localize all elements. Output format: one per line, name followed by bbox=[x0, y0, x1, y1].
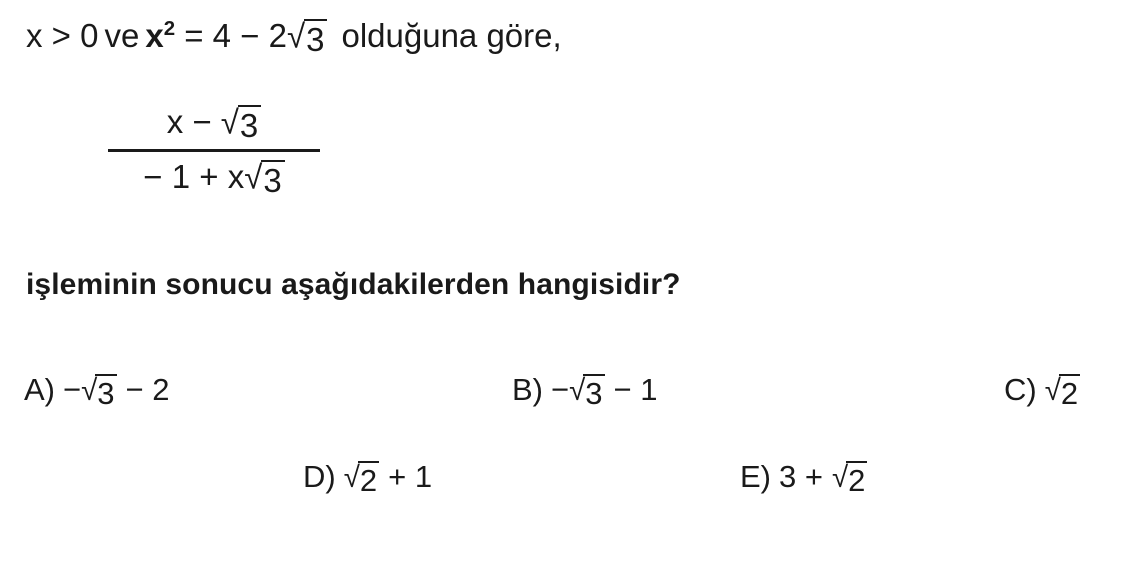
numerator-radical bbox=[221, 105, 261, 145]
numerator-left: x − bbox=[166, 103, 212, 140]
denominator-radicand: 3 bbox=[261, 160, 284, 200]
question-prompt: işleminin sonucu aşağıdakilerden hangisidir? bbox=[26, 268, 681, 301]
stem-equation bbox=[145, 18, 327, 59]
radical-sign-icon: √ bbox=[244, 158, 263, 196]
option-c-label: C) bbox=[1004, 372, 1037, 407]
option-a-suffix: − 2 bbox=[125, 372, 170, 407]
denominator-left: − 1 + x bbox=[143, 157, 245, 195]
denominator-radical bbox=[244, 160, 284, 200]
option-a-label: A) bbox=[24, 372, 55, 407]
option-d-suffix: + 1 bbox=[388, 459, 433, 494]
radical-sign-icon: √ bbox=[831, 461, 849, 494]
fraction bbox=[108, 103, 320, 200]
radical-sign-icon: √ bbox=[220, 103, 239, 141]
expression-block bbox=[108, 103, 320, 200]
option-e-radicand: 2 bbox=[848, 463, 866, 498]
option-b[interactable] bbox=[512, 372, 657, 412]
option-a-prefix: − bbox=[63, 372, 82, 407]
option-e-radical bbox=[832, 461, 867, 499]
fraction-denominator bbox=[108, 152, 320, 200]
radical-sign-icon: √ bbox=[343, 461, 360, 494]
option-b-prefix: − bbox=[551, 372, 570, 407]
option-d[interactable] bbox=[303, 459, 432, 499]
question-stem bbox=[26, 18, 568, 59]
option-b-radicand: 3 bbox=[585, 376, 603, 411]
option-b-label: B) bbox=[512, 372, 543, 407]
option-c[interactable] bbox=[1004, 372, 1080, 412]
stem-exponent: 2 bbox=[163, 17, 176, 40]
option-e-prefix: 3 + bbox=[779, 459, 823, 494]
option-c-radicand: 2 bbox=[1060, 376, 1079, 411]
stem-conjunction: ve bbox=[104, 17, 140, 54]
option-b-radical bbox=[569, 374, 604, 412]
radical-sign-icon: √ bbox=[81, 374, 98, 407]
stem-inequality: x > 0 bbox=[26, 17, 99, 54]
option-e[interactable] bbox=[740, 459, 867, 499]
stem-equals: = 4 bbox=[184, 17, 232, 54]
option-d-radical bbox=[344, 461, 379, 499]
option-d-label: D) bbox=[303, 459, 336, 494]
stem-radicand: 3 bbox=[304, 19, 327, 59]
radical-sign-icon: √ bbox=[1044, 374, 1061, 407]
stem-minus-term: − 2 bbox=[240, 17, 287, 54]
fraction-numerator bbox=[108, 103, 320, 149]
option-b-suffix: − 1 bbox=[613, 372, 658, 407]
option-e-label: E) bbox=[740, 459, 771, 494]
stem-variable: x bbox=[145, 17, 164, 54]
option-c-radical bbox=[1045, 374, 1080, 412]
option-a[interactable] bbox=[24, 372, 169, 412]
option-d-radicand: 2 bbox=[359, 463, 378, 498]
radical-sign-icon: √ bbox=[287, 17, 306, 55]
option-a-radical bbox=[81, 374, 116, 412]
radical-sign-icon: √ bbox=[569, 374, 586, 407]
numerator-radicand: 3 bbox=[238, 105, 261, 145]
stem-radical bbox=[287, 19, 327, 59]
option-a-radicand: 3 bbox=[97, 376, 115, 411]
stem-tail: olduğuna göre, bbox=[341, 17, 562, 54]
